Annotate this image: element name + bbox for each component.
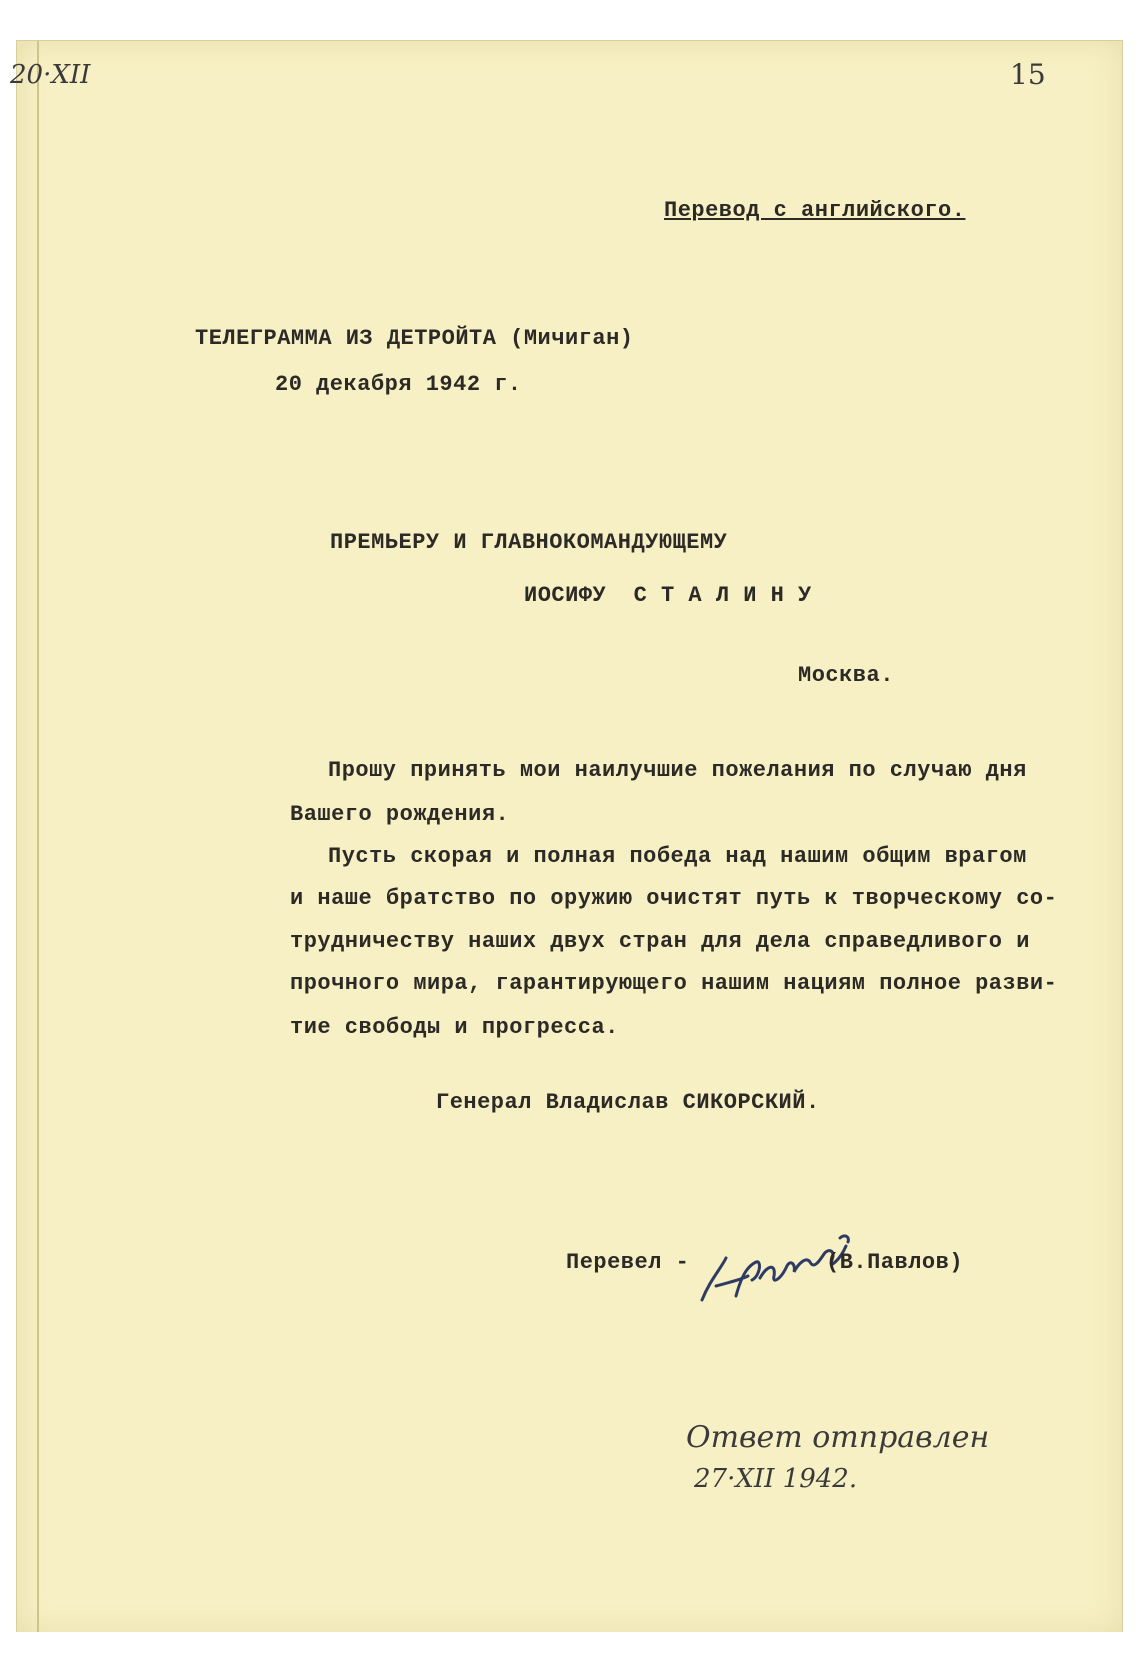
body-line: и наше братство по оружию очистят путь к творческому со-	[290, 886, 1058, 911]
translation-note: Перевод с английского.	[664, 198, 966, 223]
translator-name: (В.Павлов)	[826, 1250, 964, 1275]
translator-handwritten-signature	[690, 1230, 860, 1320]
body-line: тие свободы и прогресса.	[290, 1015, 619, 1040]
translator-label: Перевел -	[566, 1250, 690, 1275]
addressee-city: Москва.	[798, 663, 894, 688]
handwritten-date-annotation: 20·XII	[10, 60, 91, 90]
body-line: трудничеству наших двух стран для дела справедливого и	[290, 929, 1030, 954]
body-line: Вашего рождения.	[290, 802, 510, 827]
reply-sent-date: 27·XII 1942.	[694, 1464, 858, 1494]
page-number: 15	[1010, 58, 1046, 91]
body-line: Пусть скорая и полная победа над нашим общим врагом	[328, 844, 1027, 869]
sender-signature-line: Генерал Владислав СИКОРСКИЙ.	[436, 1090, 820, 1115]
scan-margin	[0, 1632, 1146, 1658]
addressee-name: ИОСИФУ С Т А Л И Н У	[524, 583, 812, 608]
telegram-date: 20 декабря 1942 г.	[275, 372, 522, 397]
addressee-title: ПРЕМЬЕРУ И ГЛАВНОКОМАНДУЮЩЕМУ	[330, 530, 728, 555]
paper-fold-line	[37, 41, 39, 1633]
body-line: Прошу принять мои наилучшие пожелания по случаю дня	[328, 758, 1027, 783]
document-sheet	[16, 40, 1123, 1634]
telegram-title: ТЕЛЕГРАММА ИЗ ДЕТРОЙТА (Мичиган)	[195, 326, 634, 351]
body-line: прочного мира, гарантирующего нашим нациям полное разви-	[290, 971, 1058, 996]
reply-sent-note: Ответ отправлен	[686, 1420, 990, 1455]
